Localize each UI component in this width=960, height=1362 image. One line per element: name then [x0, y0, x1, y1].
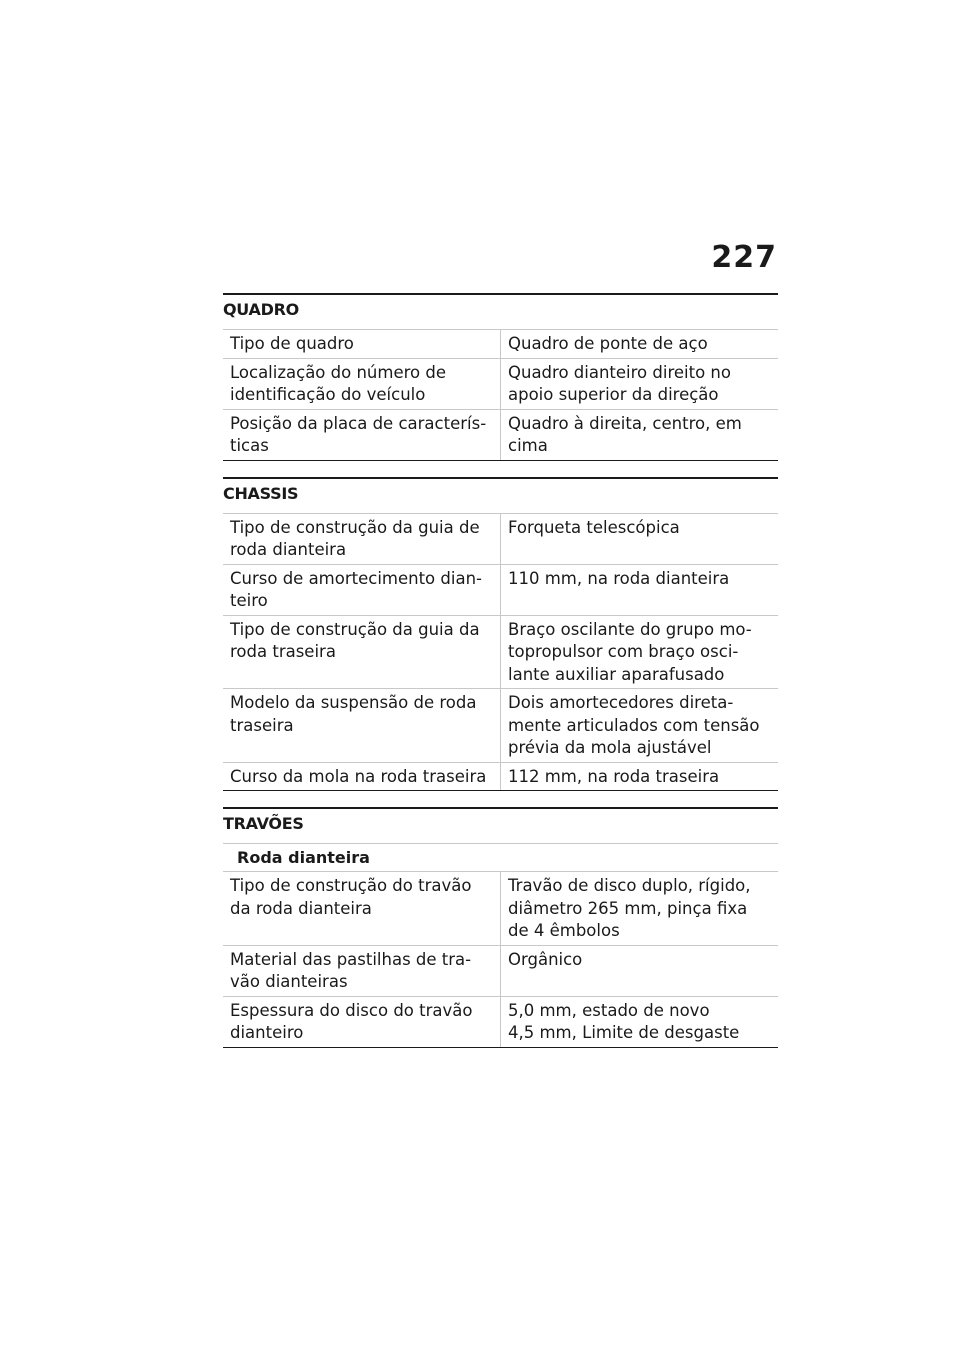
spec-value: 5,0 mm, estado de novo 4,5 mm, Limite de desgaste: [501, 996, 779, 1047]
travoes-table: [223, 871, 778, 1048]
section-title-chassis: CHASSIS: [223, 477, 778, 513]
spec-key: Tipo de construção da guia de roda dianteira: [223, 513, 501, 564]
chassis-table: [223, 513, 778, 792]
section-quadro: [223, 293, 778, 461]
page-number: 227: [711, 240, 777, 275]
spec-key: Tipo de construção do travão da roda dianteira: [223, 872, 501, 946]
spec-key: Modelo da suspensão de roda traseira: [223, 689, 501, 763]
table-row: [223, 409, 778, 460]
spec-value: Orgânico: [501, 945, 779, 996]
table-row: [223, 513, 778, 564]
section-chassis: [223, 477, 778, 792]
spec-key: Curso de amortecimento dian- teiro: [223, 564, 501, 615]
spec-key: Tipo de quadro: [223, 330, 501, 359]
spec-value: Quadro à direita, centro, em cima: [501, 409, 779, 460]
table-row: [223, 996, 778, 1047]
table-row: [223, 615, 778, 689]
spec-value: Quadro de ponte de aço: [501, 330, 779, 359]
spec-value: 110 mm, na roda dianteira: [501, 564, 779, 615]
section-title-quadro: QUADRO: [223, 293, 778, 329]
spec-key: Curso da mola na roda traseira: [223, 762, 501, 791]
table-row: [223, 358, 778, 409]
spec-key: Espessura do disco do travão dianteiro: [223, 996, 501, 1047]
spec-content: [223, 293, 778, 1064]
spec-value: Dois amortecedores direta- mente articulados com tensão prévia da mola ajustável: [501, 689, 779, 763]
spec-value: Quadro dianteiro direito no apoio superior da direção: [501, 358, 779, 409]
spec-key: Tipo de construção da guia da roda traseira: [223, 615, 501, 689]
spec-value: 112 mm, na roda traseira: [501, 762, 779, 791]
table-row: [223, 872, 778, 946]
spec-key: Localização do número de identificação do veículo: [223, 358, 501, 409]
spec-key: Material das pastilhas de tra- vão dianteiras: [223, 945, 501, 996]
section-travoes: [223, 807, 778, 1048]
table-row: [223, 564, 778, 615]
spec-value: Braço oscilante do grupo mo- topropulsor com braço osci- lante auxiliar aparafusado: [501, 615, 779, 689]
quadro-table: [223, 329, 778, 461]
spec-key: Posição da placa de caracterís- ticas: [223, 409, 501, 460]
subheader-roda-dianteira: Roda dianteira: [223, 843, 778, 871]
table-row: [223, 330, 778, 359]
spec-value: Forqueta telescópica: [501, 513, 779, 564]
table-row: [223, 945, 778, 996]
section-title-travoes: TRAVÕES: [223, 807, 778, 843]
spec-value: Travão de disco duplo, rígido, diâmetro 265 mm, pinça fixa de 4 êmbolos: [501, 872, 779, 946]
table-row: [223, 689, 778, 763]
table-row: [223, 762, 778, 791]
